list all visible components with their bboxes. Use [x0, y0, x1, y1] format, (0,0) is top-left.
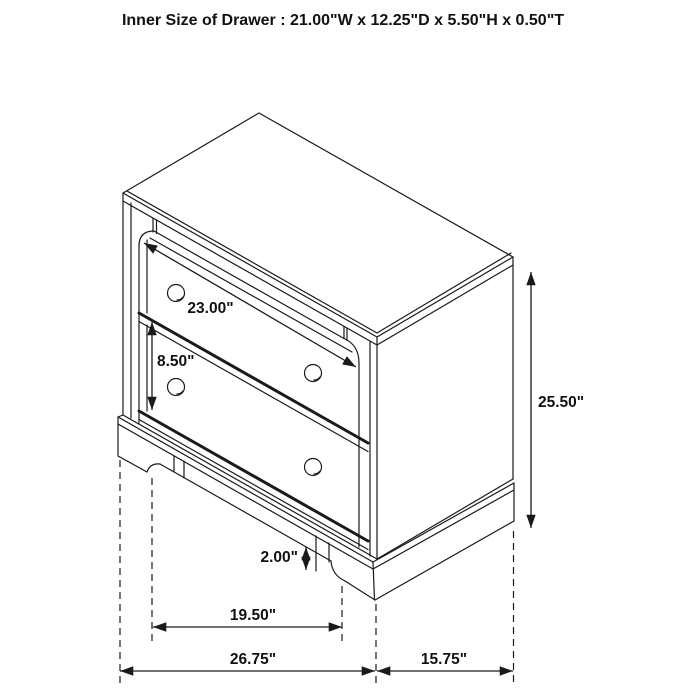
left-foot-arch [147, 464, 160, 472]
dim-drawer-opening-width [144, 243, 356, 367]
base-side-top-edge [373, 483, 514, 562]
base-side-bottom-edge [375, 521, 514, 600]
dim-label-15-75: 15.75" [420, 651, 468, 668]
bracket-base [118, 415, 514, 600]
dim-label-8-50: 8.50" [157, 353, 195, 370]
dim-drawer-front-height [152, 322, 195, 410]
top-slab-front-edge [123, 201, 377, 345]
dim-label-25-50: 25.50" [538, 394, 585, 411]
base-span-bottom-edge [160, 464, 331, 561]
dimension-annotations [120, 243, 584, 671]
dim-label-19-50: 19.50" [229, 607, 277, 624]
dim-label-23: 23.00" [187, 300, 234, 317]
body-bottom-side-edge [377, 479, 513, 559]
drawer-gap-thick-line-2 [139, 411, 368, 541]
base-front-molding-line [118, 424, 373, 569]
base-side-molding-line [373, 490, 514, 569]
face-frame [139, 219, 359, 548]
drawer-gap-thin-line-2 [139, 420, 368, 550]
top-slab-side-edge [377, 265, 513, 345]
dim-overall-height [531, 272, 584, 528]
right-corner-block-seam [344, 327, 347, 341]
opening-top-right-arc [344, 339, 359, 364]
dim-overall-depth [377, 651, 513, 671]
dim-overall-width [120, 651, 375, 671]
dim-distance-between-feet [153, 607, 342, 627]
dim-label-2-00: 2.00" [260, 549, 298, 566]
drawers [139, 238, 368, 550]
base-step [118, 415, 123, 417]
rail-bottom-edge [154, 231, 344, 339]
dim-label-26-75: 26.75" [229, 651, 277, 668]
right-foot-bottom-edge [345, 581, 375, 600]
left-foot-bottom-edge [118, 456, 147, 472]
body-bottom-front-edge [123, 415, 377, 559]
dim-foot-height [260, 547, 306, 570]
right-foot-arch [331, 561, 345, 581]
page-title: Inner Size of Drawer : 21.00"W x 12.25"D x 5.50"H x 0.50"T [121, 12, 565, 29]
top-face [123, 113, 513, 337]
dim-arrow-23 [144, 243, 356, 367]
base-front-top-edge [118, 417, 373, 562]
